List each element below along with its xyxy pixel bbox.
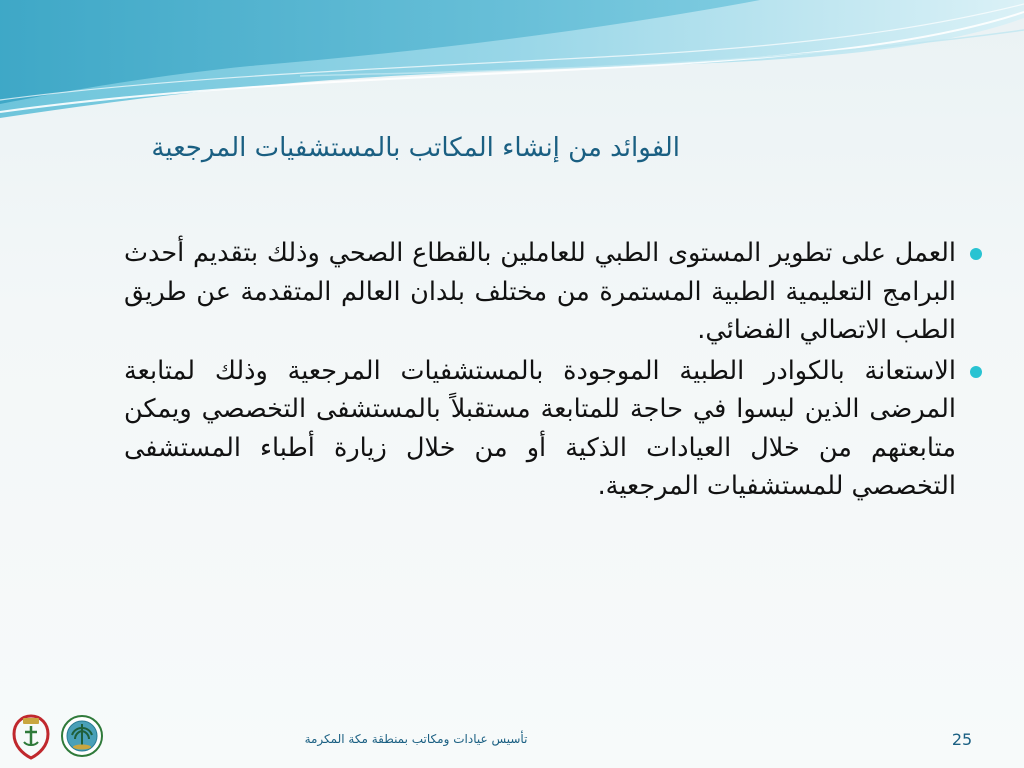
slide-title: الفوائد من إنشاء المكاتب بالمستشفيات المرجعية [151, 133, 680, 163]
health-affairs-seal-icon [60, 712, 104, 760]
bullet-list [124, 234, 986, 508]
bullet-dot-icon [970, 248, 982, 260]
bullet-text: العمل على تطوير المستوى الطبي للعاملين بالقطاع الصحي وذلك بتقديم أحدث البرامج التعليمية الطبية المستمرة من مختلف بلدان العالم المتقدمة عن طريق الطب الاتصالي الفضائي. [124, 238, 956, 345]
page-number: 25 [951, 730, 973, 749]
bullet-item [124, 234, 986, 350]
bullet-text: الاستعانة بالكوادر الطبية الموجودة بالمستشفيات المرجعية وذلك لمتابعة المرضى الذين ليسوا في حاجة للمتابعة مستقبلاً بالمستشفى التخصصي ويمكن متابعتهم من خلال العيادات الذكية أو من خلال زيارة أطباء المستشفى التخصصي للمستشفيات المرجعية. [124, 355, 956, 501]
header-wave-decoration [0, 0, 1024, 130]
bullet-dot-icon [970, 366, 982, 378]
footer-text: تأسيس عيادات ومكاتب بمنطقة مكة المكرمة [304, 732, 528, 746]
ministry-of-health-emblem-icon [8, 712, 54, 762]
bullet-item [124, 352, 986, 506]
